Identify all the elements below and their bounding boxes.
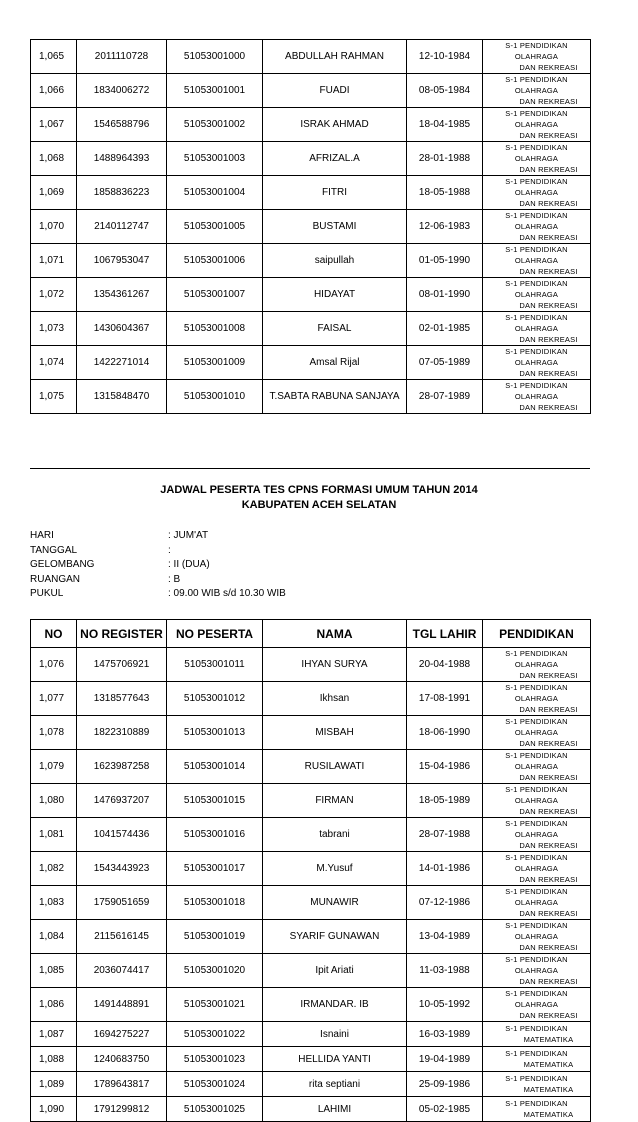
table-row bbox=[31, 108, 591, 142]
education-line-2: MATEMATIKA bbox=[523, 1060, 574, 1069]
birthdate-cell: 28-07-1989 bbox=[407, 380, 483, 414]
row-no-cell: 1,088 bbox=[31, 1047, 77, 1072]
education-cell bbox=[483, 716, 591, 750]
education-line-1: S-1 PENDIDIKAN OLAHRAGA bbox=[505, 887, 568, 907]
birthdate-cell: 14-01-1986 bbox=[407, 852, 483, 886]
education-cell bbox=[483, 312, 591, 346]
register-cell: 1759051659 bbox=[77, 886, 167, 920]
column-header: NO bbox=[31, 620, 77, 648]
education-line-2: DAN REKREASI bbox=[519, 335, 578, 344]
register-cell: 1791299812 bbox=[77, 1097, 167, 1122]
table-row bbox=[31, 648, 591, 682]
register-cell: 1488964393 bbox=[77, 142, 167, 176]
row-no-cell: 1,075 bbox=[31, 380, 77, 414]
name-cell: AFRIZAL.A bbox=[263, 142, 407, 176]
table-row bbox=[31, 176, 591, 210]
column-header: NO REGISTER bbox=[77, 620, 167, 648]
table-row bbox=[31, 346, 591, 380]
register-cell: 1315848470 bbox=[77, 380, 167, 414]
name-cell: SYARIF GUNAWAN bbox=[263, 920, 407, 954]
education-line-2: DAN REKREASI bbox=[519, 909, 578, 918]
education-line-1: S-1 PENDIDIKAN OLAHRAGA bbox=[505, 347, 568, 367]
table-row bbox=[31, 1047, 591, 1072]
education-line-1: S-1 PENDIDIKAN OLAHRAGA bbox=[505, 955, 568, 975]
education-cell bbox=[483, 818, 591, 852]
education-line-2: DAN REKREASI bbox=[519, 369, 578, 378]
education-cell bbox=[483, 1047, 591, 1072]
education-line-2: DAN REKREASI bbox=[519, 1011, 578, 1020]
regency-title: KABUPATEN ACEH SELATAN bbox=[241, 499, 397, 511]
education-cell bbox=[483, 988, 591, 1022]
info-label: PUKUL bbox=[30, 588, 64, 599]
name-cell: IHYAN SURYA bbox=[263, 648, 407, 682]
row-no-cell: 1,086 bbox=[31, 988, 77, 1022]
birthdate-cell: 28-07-1988 bbox=[407, 818, 483, 852]
birthdate-cell: 10-05-1992 bbox=[407, 988, 483, 1022]
info-value: : JUM'AT bbox=[168, 530, 209, 541]
peserta-cell: 51053001020 bbox=[167, 954, 263, 988]
education-cell bbox=[483, 886, 591, 920]
birthdate-cell: 18-04-1985 bbox=[407, 108, 483, 142]
birthdate-cell: 12-10-1984 bbox=[407, 40, 483, 74]
name-cell: ISRAK AHMAD bbox=[263, 108, 407, 142]
info-row bbox=[30, 545, 590, 559]
participant-table-bottom bbox=[30, 619, 591, 1122]
education-line-1: S-1 PENDIDIKAN OLAHRAGA bbox=[505, 75, 568, 95]
info-row bbox=[30, 530, 590, 544]
education-cell bbox=[483, 380, 591, 414]
name-cell: IRMANDAR. IB bbox=[263, 988, 407, 1022]
peserta-cell: 51053001013 bbox=[167, 716, 263, 750]
education-line-2: DAN REKREASI bbox=[519, 671, 578, 680]
name-cell: HELLIDA YANTI bbox=[263, 1047, 407, 1072]
register-cell: 1354361267 bbox=[77, 278, 167, 312]
education-line-1: S-1 PENDIDIKAN bbox=[505, 1074, 568, 1083]
birthdate-cell: 19-04-1989 bbox=[407, 1047, 483, 1072]
birthdate-cell: 18-06-1990 bbox=[407, 716, 483, 750]
education-line-1: S-1 PENDIDIKAN OLAHRAGA bbox=[505, 853, 568, 873]
row-no-cell: 1,076 bbox=[31, 648, 77, 682]
peserta-cell: 51053001002 bbox=[167, 108, 263, 142]
peserta-cell: 51053001008 bbox=[167, 312, 263, 346]
education-cell bbox=[483, 74, 591, 108]
row-no-cell: 1,085 bbox=[31, 954, 77, 988]
info-row bbox=[30, 588, 590, 602]
table-row bbox=[31, 142, 591, 176]
education-line-2: DAN REKREASI bbox=[519, 875, 578, 884]
row-no-cell: 1,084 bbox=[31, 920, 77, 954]
peserta-cell: 51053001023 bbox=[167, 1047, 263, 1072]
peserta-cell: 51053001004 bbox=[167, 176, 263, 210]
peserta-cell: 51053001010 bbox=[167, 380, 263, 414]
education-line-2: MATEMATIKA bbox=[523, 1110, 574, 1119]
info-label: RUANGAN bbox=[30, 573, 81, 585]
row-no-cell: 1,072 bbox=[31, 278, 77, 312]
row-no-cell: 1,078 bbox=[31, 716, 77, 750]
register-cell: 1475706921 bbox=[77, 648, 167, 682]
education-cell bbox=[483, 278, 591, 312]
education-line-1: S-1 PENDIDIKAN OLAHRAGA bbox=[505, 381, 568, 401]
register-cell: 1430604367 bbox=[77, 312, 167, 346]
education-cell bbox=[483, 750, 591, 784]
education-cell bbox=[483, 648, 591, 682]
birthdate-cell: 18-05-1989 bbox=[407, 784, 483, 818]
education-line-1: S-1 PENDIDIKAN OLAHRAGA bbox=[505, 279, 568, 299]
peserta-cell: 51053001001 bbox=[167, 74, 263, 108]
education-line-2: MATEMATIKA bbox=[523, 1035, 574, 1044]
education-line-1: S-1 PENDIDIKAN OLAHRAGA bbox=[505, 313, 568, 333]
education-line-1: S-1 PENDIDIKAN OLAHRAGA bbox=[505, 921, 568, 941]
education-line-1: S-1 PENDIDIKAN OLAHRAGA bbox=[505, 819, 568, 839]
birthdate-cell: 16-03-1989 bbox=[407, 1022, 483, 1047]
peserta-cell: 51053001019 bbox=[167, 920, 263, 954]
row-no-cell: 1,066 bbox=[31, 74, 77, 108]
row-no-cell: 1,081 bbox=[31, 818, 77, 852]
education-line-2: DAN REKREASI bbox=[519, 841, 578, 850]
name-cell: saipullah bbox=[263, 244, 407, 278]
birthdate-cell: 11-03-1988 bbox=[407, 954, 483, 988]
table-row bbox=[31, 750, 591, 784]
peserta-cell: 51053001021 bbox=[167, 988, 263, 1022]
name-cell: T.SABTA RABUNA SANJAYA bbox=[263, 380, 407, 414]
education-cell bbox=[483, 954, 591, 988]
birthdate-cell: 25-09-1986 bbox=[407, 1072, 483, 1097]
column-header: NAMA bbox=[263, 620, 407, 648]
education-cell bbox=[483, 682, 591, 716]
register-cell: 1834006272 bbox=[77, 74, 167, 108]
table-row bbox=[31, 74, 591, 108]
register-cell: 1543443923 bbox=[77, 852, 167, 886]
education-line-1: S-1 PENDIDIKAN OLAHRAGA bbox=[505, 109, 568, 129]
peserta-cell: 51053001009 bbox=[167, 346, 263, 380]
education-line-1: S-1 PENDIDIKAN OLAHRAGA bbox=[505, 751, 568, 771]
info-label: TANGGAL bbox=[30, 544, 78, 556]
info-row bbox=[30, 574, 590, 588]
education-cell bbox=[483, 210, 591, 244]
info-value: : B bbox=[168, 573, 181, 585]
row-no-cell: 1,065 bbox=[31, 40, 77, 74]
register-cell: 1491448891 bbox=[77, 988, 167, 1022]
education-line-2: DAN REKREASI bbox=[519, 705, 578, 714]
name-cell: Ipit Ariati bbox=[263, 954, 407, 988]
name-cell: LAHIMI bbox=[263, 1097, 407, 1122]
peserta-cell: 51053001018 bbox=[167, 886, 263, 920]
education-line-1: S-1 PENDIDIKAN OLAHRAGA bbox=[505, 785, 568, 805]
row-no-cell: 1,090 bbox=[31, 1097, 77, 1122]
peserta-cell: 51053001025 bbox=[167, 1097, 263, 1122]
table-row bbox=[31, 380, 591, 414]
info-value: : bbox=[168, 544, 171, 556]
name-cell: tabrani bbox=[263, 818, 407, 852]
register-cell: 1694275227 bbox=[77, 1022, 167, 1047]
education-line-2: DAN REKREASI bbox=[519, 233, 578, 242]
row-no-cell: 1,079 bbox=[31, 750, 77, 784]
register-cell: 1789643817 bbox=[77, 1072, 167, 1097]
education-line-2: DAN REKREASI bbox=[519, 301, 578, 310]
education-line-1: S-1 PENDIDIKAN bbox=[505, 1099, 568, 1108]
education-cell bbox=[483, 784, 591, 818]
row-no-cell: 1,077 bbox=[31, 682, 77, 716]
birthdate-cell: 15-04-1986 bbox=[407, 750, 483, 784]
education-line-2: DAN REKREASI bbox=[519, 739, 578, 748]
peserta-cell: 51053001003 bbox=[167, 142, 263, 176]
education-line-2: DAN REKREASI bbox=[519, 267, 578, 276]
birthdate-cell: 08-01-1990 bbox=[407, 278, 483, 312]
register-cell: 1041574436 bbox=[77, 818, 167, 852]
register-cell: 1623987258 bbox=[77, 750, 167, 784]
table-row bbox=[31, 852, 591, 886]
education-line-2: DAN REKREASI bbox=[519, 977, 578, 986]
row-no-cell: 1,071 bbox=[31, 244, 77, 278]
register-cell: 1858836223 bbox=[77, 176, 167, 210]
peserta-cell: 51053001014 bbox=[167, 750, 263, 784]
name-cell: HIDAYAT bbox=[263, 278, 407, 312]
table-row bbox=[31, 682, 591, 716]
row-no-cell: 1,070 bbox=[31, 210, 77, 244]
register-cell: 1067953047 bbox=[77, 244, 167, 278]
table-row bbox=[31, 920, 591, 954]
peserta-cell: 51053001016 bbox=[167, 818, 263, 852]
row-no-cell: 1,083 bbox=[31, 886, 77, 920]
name-cell: FIRMAN bbox=[263, 784, 407, 818]
register-cell: 1546588796 bbox=[77, 108, 167, 142]
section-divider bbox=[30, 468, 590, 469]
education-line-1: S-1 PENDIDIKAN OLAHRAGA bbox=[505, 41, 568, 61]
education-cell bbox=[483, 1072, 591, 1097]
column-header: PENDIDIKAN bbox=[483, 620, 591, 648]
birthdate-cell: 20-04-1988 bbox=[407, 648, 483, 682]
education-line-2: DAN REKREASI bbox=[519, 97, 578, 106]
peserta-cell: 51053001007 bbox=[167, 278, 263, 312]
education-line-2: DAN REKREASI bbox=[519, 165, 578, 174]
info-label: HARI bbox=[30, 530, 54, 541]
birthdate-cell: 02-01-1985 bbox=[407, 312, 483, 346]
name-cell: MISBAH bbox=[263, 716, 407, 750]
info-value: : II (DUA) bbox=[168, 559, 210, 570]
register-cell: 1476937207 bbox=[77, 784, 167, 818]
birthdate-cell: 13-04-1989 bbox=[407, 920, 483, 954]
name-cell: FAISAL bbox=[263, 312, 407, 346]
name-cell: Amsal Rijal bbox=[263, 346, 407, 380]
register-cell: 1318577643 bbox=[77, 682, 167, 716]
education-cell bbox=[483, 176, 591, 210]
row-no-cell: 1,080 bbox=[31, 784, 77, 818]
name-cell: rita septiani bbox=[263, 1072, 407, 1097]
peserta-cell: 51053001005 bbox=[167, 210, 263, 244]
table-row bbox=[31, 1072, 591, 1097]
info-label: GELOMBANG bbox=[30, 559, 95, 570]
name-cell: Ikhsan bbox=[263, 682, 407, 716]
education-line-1: S-1 PENDIDIKAN OLAHRAGA bbox=[505, 649, 568, 669]
birthdate-cell: 01-05-1990 bbox=[407, 244, 483, 278]
birthdate-cell: 07-05-1989 bbox=[407, 346, 483, 380]
table-row bbox=[31, 818, 591, 852]
column-header: TGL LAHIR bbox=[407, 620, 483, 648]
name-cell: RUSILAWATI bbox=[263, 750, 407, 784]
peserta-cell: 51053001022 bbox=[167, 1022, 263, 1047]
education-line-2: DAN REKREASI bbox=[519, 403, 578, 412]
table-row bbox=[31, 1097, 591, 1122]
birthdate-cell: 28-01-1988 bbox=[407, 142, 483, 176]
education-cell bbox=[483, 346, 591, 380]
row-no-cell: 1,089 bbox=[31, 1072, 77, 1097]
education-line-1: S-1 PENDIDIKAN bbox=[505, 1024, 568, 1033]
row-no-cell: 1,074 bbox=[31, 346, 77, 380]
peserta-cell: 51053001015 bbox=[167, 784, 263, 818]
table-row bbox=[31, 312, 591, 346]
row-no-cell: 1,087 bbox=[31, 1022, 77, 1047]
education-line-1: S-1 PENDIDIKAN OLAHRAGA bbox=[505, 143, 568, 163]
table-row bbox=[31, 1022, 591, 1047]
birthdate-cell: 12-06-1983 bbox=[407, 210, 483, 244]
register-cell: 2036074417 bbox=[77, 954, 167, 988]
name-cell: FUADI bbox=[263, 74, 407, 108]
table-row bbox=[31, 784, 591, 818]
register-cell: 2140112747 bbox=[77, 210, 167, 244]
register-cell: 2011110728 bbox=[77, 40, 167, 74]
table-row bbox=[31, 244, 591, 278]
education-line-1: S-1 PENDIDIKAN OLAHRAGA bbox=[505, 989, 568, 1009]
education-cell bbox=[483, 852, 591, 886]
education-cell bbox=[483, 1097, 591, 1122]
education-line-2: DAN REKREASI bbox=[519, 131, 578, 140]
table-row bbox=[31, 716, 591, 750]
table-row bbox=[31, 278, 591, 312]
name-cell: M.Yusuf bbox=[263, 852, 407, 886]
table-row bbox=[31, 40, 591, 74]
name-cell: MUNAWIR bbox=[263, 886, 407, 920]
peserta-cell: 51053001024 bbox=[167, 1072, 263, 1097]
education-cell bbox=[483, 1022, 591, 1047]
row-no-cell: 1,068 bbox=[31, 142, 77, 176]
register-cell: 1822310889 bbox=[77, 716, 167, 750]
table-row bbox=[31, 210, 591, 244]
peserta-cell: 51053001006 bbox=[167, 244, 263, 278]
education-line-1: S-1 PENDIDIKAN OLAHRAGA bbox=[505, 245, 568, 265]
education-line-2: MATEMATIKA bbox=[523, 1085, 574, 1094]
table-header-row bbox=[31, 620, 591, 648]
table-row bbox=[31, 954, 591, 988]
info-row bbox=[30, 559, 590, 573]
name-cell: ABDULLAH RAHMAN bbox=[263, 40, 407, 74]
education-line-1: S-1 PENDIDIKAN OLAHRAGA bbox=[505, 211, 568, 231]
row-no-cell: 1,073 bbox=[31, 312, 77, 346]
education-cell bbox=[483, 142, 591, 176]
name-cell: BUSTAMI bbox=[263, 210, 407, 244]
education-line-1: S-1 PENDIDIKAN OLAHRAGA bbox=[505, 717, 568, 737]
education-cell bbox=[483, 40, 591, 74]
table-row bbox=[31, 886, 591, 920]
education-line-2: DAN REKREASI bbox=[519, 807, 578, 816]
register-cell: 2115616145 bbox=[77, 920, 167, 954]
education-cell bbox=[483, 108, 591, 142]
education-line-2: DAN REKREASI bbox=[519, 773, 578, 782]
education-line-2: DAN REKREASI bbox=[519, 63, 578, 72]
row-no-cell: 1,082 bbox=[31, 852, 77, 886]
birthdate-cell: 07-12-1986 bbox=[407, 886, 483, 920]
education-line-1: S-1 PENDIDIKAN bbox=[505, 1049, 568, 1058]
education-line-2: DAN REKREASI bbox=[519, 199, 578, 208]
name-cell: Isnaini bbox=[263, 1022, 407, 1047]
row-no-cell: 1,069 bbox=[31, 176, 77, 210]
register-cell: 1422271014 bbox=[77, 346, 167, 380]
participant-table-top bbox=[30, 39, 591, 414]
name-cell: FITRI bbox=[263, 176, 407, 210]
education-line-1: S-1 PENDIDIKAN OLAHRAGA bbox=[505, 683, 568, 703]
education-line-1: S-1 PENDIDIKAN OLAHRAGA bbox=[505, 177, 568, 197]
peserta-cell: 51053001017 bbox=[167, 852, 263, 886]
birthdate-cell: 05-02-1985 bbox=[407, 1097, 483, 1122]
birthdate-cell: 18-05-1988 bbox=[407, 176, 483, 210]
peserta-cell: 51053001000 bbox=[167, 40, 263, 74]
row-no-cell: 1,067 bbox=[31, 108, 77, 142]
birthdate-cell: 08-05-1984 bbox=[407, 74, 483, 108]
schedule-title: JADWAL PESERTA TES CPNS FORMASI UMUM TAHUN 2014 bbox=[160, 484, 478, 496]
column-header: NO PESERTA bbox=[167, 620, 263, 648]
birthdate-cell: 17-08-1991 bbox=[407, 682, 483, 716]
education-cell bbox=[483, 244, 591, 278]
register-cell: 1240683750 bbox=[77, 1047, 167, 1072]
info-value: : 09.00 WIB s/d 10.30 WIB bbox=[168, 588, 286, 599]
peserta-cell: 51053001011 bbox=[167, 648, 263, 682]
education-line-2: DAN REKREASI bbox=[519, 943, 578, 952]
education-cell bbox=[483, 920, 591, 954]
table-row bbox=[31, 988, 591, 1022]
peserta-cell: 51053001012 bbox=[167, 682, 263, 716]
